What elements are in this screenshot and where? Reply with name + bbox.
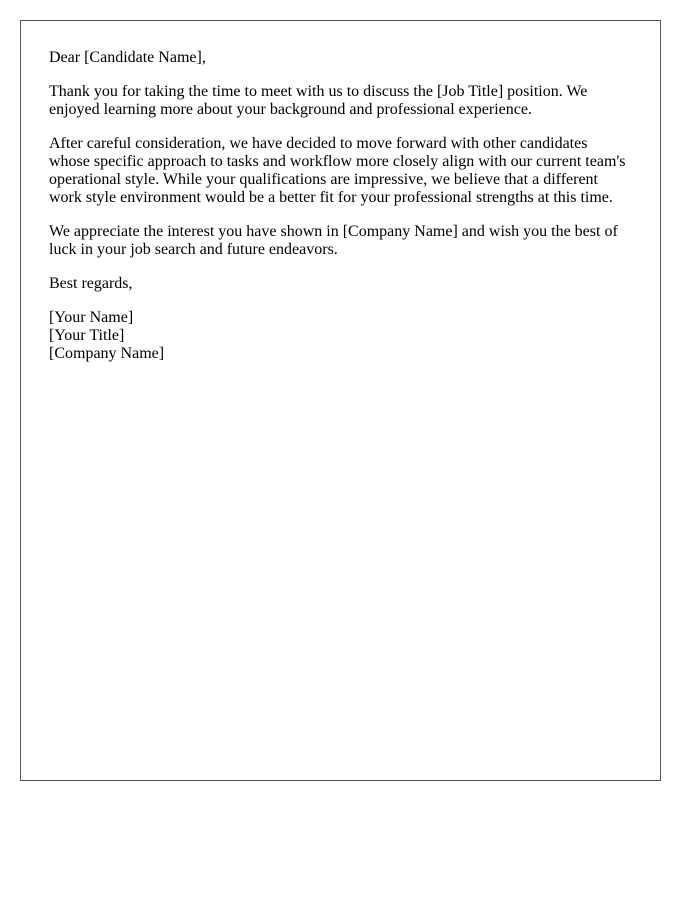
- letter: [20, 20, 661, 781]
- signature-title: [Your Title]: [49, 327, 125, 344]
- closing: Best regards,: [49, 275, 133, 292]
- paragraph-intro: Thank you for taking the time to meet with us to discuss the [Job Title] position. We enjoyed learning more about your background and professional experience.: [49, 83, 588, 118]
- salutation: Dear [Candidate Name],: [49, 49, 206, 66]
- paragraph-closing: We appreciate the interest you have shown in [Company Name] and wish you the best of luck in your job search and future endeavors.: [49, 223, 618, 258]
- signature-block: [49, 309, 632, 363]
- paragraph-decision: After careful consideration, we have decided to move forward with other candidates whose specific approach to tasks and workflow more closely align with our current team's operational style. While your qualifications are impressive, we believe that a different work style environment would be a better fit for your professional strengths at this time.: [49, 135, 626, 206]
- signature-company: [Company Name]: [49, 345, 165, 362]
- signature-name: [Your Name]: [49, 309, 134, 326]
